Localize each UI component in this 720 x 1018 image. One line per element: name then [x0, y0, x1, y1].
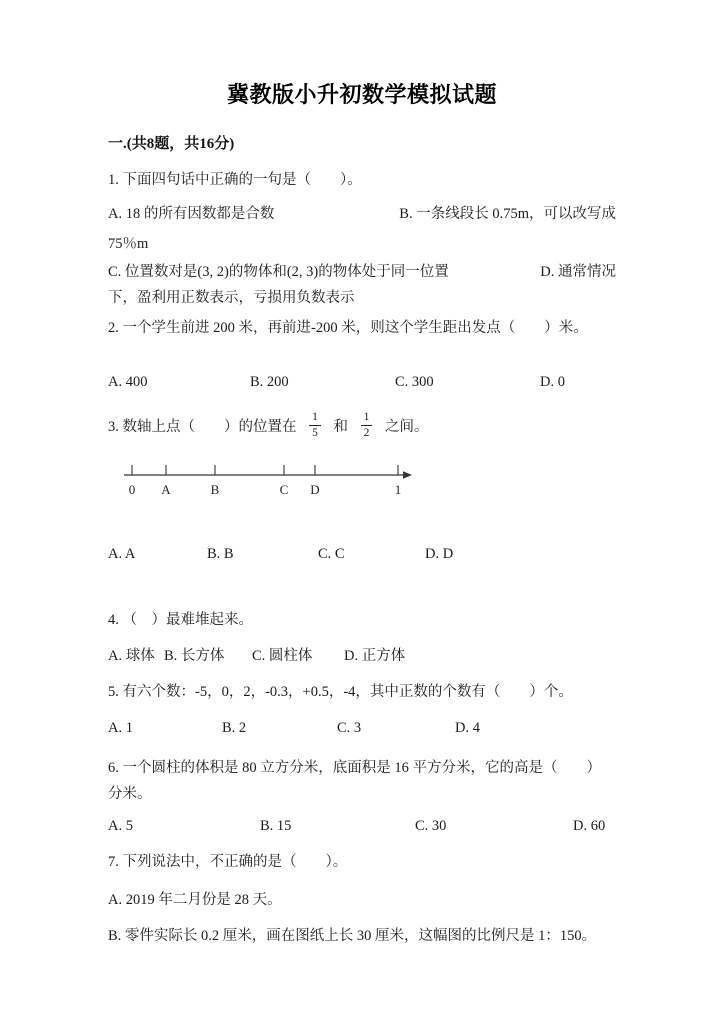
- option-b-continued: 75％m: [108, 236, 149, 252]
- tick-label-b: B: [210, 482, 220, 497]
- stem-text: 之间。: [385, 418, 429, 435]
- option-d-continued: 下，盈利用正数表示，亏损用负数表示: [108, 290, 355, 306]
- question-1-options-row-cd: [108, 259, 616, 285]
- fraction-numerator: 1: [361, 411, 373, 426]
- question-6-stem-line-2: 分米。: [108, 786, 152, 802]
- question-3: [108, 413, 616, 567]
- fraction-denominator: 2: [363, 427, 370, 439]
- stem-text: 3. 数轴上点（ ）的位置在: [108, 418, 297, 435]
- option-b: B. B: [207, 546, 234, 562]
- axis-arrow-icon: [403, 471, 412, 479]
- number-line-svg: [120, 460, 420, 502]
- option-d: D. 正方体: [344, 648, 406, 664]
- question-6-options: [108, 813, 616, 839]
- tick-label-c: C: [279, 482, 289, 497]
- section-header: 一.(共8题，共16分): [108, 136, 235, 152]
- option-a: A. 球体: [108, 648, 155, 664]
- question-4-stem: 4. （ ）最难堆起来。: [108, 612, 253, 628]
- question-6-stem-line-1: 6. 一个圆柱的体积是 80 立方分米，底面积是 16 平方分米，它的高是（ ）: [108, 760, 601, 776]
- option-a: A. 1: [108, 720, 133, 736]
- option-c: C. 圆柱体: [252, 648, 313, 664]
- question-3-options: [108, 541, 616, 567]
- option-d: D. 0: [540, 374, 565, 390]
- question-7: [108, 849, 616, 949]
- fraction-denominator: 5: [312, 427, 318, 439]
- option-d: D. D: [425, 546, 454, 562]
- question-5: [108, 679, 616, 741]
- question-5-stem: 5. 有六个数：-5，0，2，-0.3，+0.5，-4，其中正数的个数有（ ）个。: [108, 684, 573, 700]
- question-5-options: [108, 715, 616, 741]
- fraction-numerator: 1: [309, 411, 321, 426]
- option-c: C. 30: [415, 818, 447, 834]
- option-c: C. 300: [395, 374, 434, 390]
- option-d: D. 通常情况: [540, 264, 616, 280]
- question-3-stem: [108, 413, 616, 442]
- option-b: B. 零件实际长 0.2 厘米，画在图纸上长 30 厘米，这幅图的比例尺是 1：150。: [108, 928, 597, 944]
- tick-label-1: 1: [394, 482, 402, 497]
- option-a: A. 5: [108, 818, 133, 834]
- question-2: [108, 315, 616, 395]
- question-1-stem: 1. 下面四句话中正确的一句是（ ）。: [108, 172, 362, 188]
- option-b: B. 15: [260, 818, 292, 834]
- option-b: B. 一条线段长 0.75m，可以改写成: [399, 206, 616, 222]
- option-b: B. 200: [250, 374, 289, 390]
- option-b: B. 2: [222, 720, 247, 736]
- option-c: C. C: [318, 546, 345, 562]
- question-6: [108, 755, 616, 839]
- number-line-figure: [120, 460, 616, 507]
- question-1: [108, 167, 616, 311]
- question-4: [108, 607, 616, 669]
- option-d: D. 4: [455, 720, 480, 736]
- tick-label-a: A: [161, 482, 171, 497]
- option-c: C. 位置数对是(3, 2)的物体和(2, 3)的物体处于同一位置: [108, 264, 449, 280]
- tick-label-0: 0: [128, 482, 136, 497]
- option-a: A. A: [108, 546, 136, 562]
- question-1-options-row-ab: [108, 201, 616, 227]
- option-b: B. 长方体: [164, 648, 225, 664]
- fraction-one-fifth: [309, 411, 321, 440]
- option-a: A. 2019 年二月份是 28 天。: [108, 892, 282, 908]
- option-a: A. 18 的所有因数都是合数: [108, 206, 275, 222]
- option-c: C. 3: [337, 720, 362, 736]
- question-4-options: [108, 643, 616, 669]
- tick-label-d: D: [310, 482, 320, 497]
- fraction-one-half: [361, 411, 373, 440]
- question-2-options: [108, 369, 616, 395]
- question-2-stem: 2. 一个学生前进 200 米，再前进-200 米，则这个学生距出发点（ ）米。: [108, 320, 588, 336]
- option-a: A. 400: [108, 374, 148, 390]
- question-7-stem: 7. 下列说法中，不正确的是（ ）。: [108, 854, 348, 870]
- page-title: 冀教版小升初数学模拟试题: [226, 82, 497, 107]
- stem-text: 和: [333, 418, 348, 435]
- option-d: D. 60: [573, 818, 606, 834]
